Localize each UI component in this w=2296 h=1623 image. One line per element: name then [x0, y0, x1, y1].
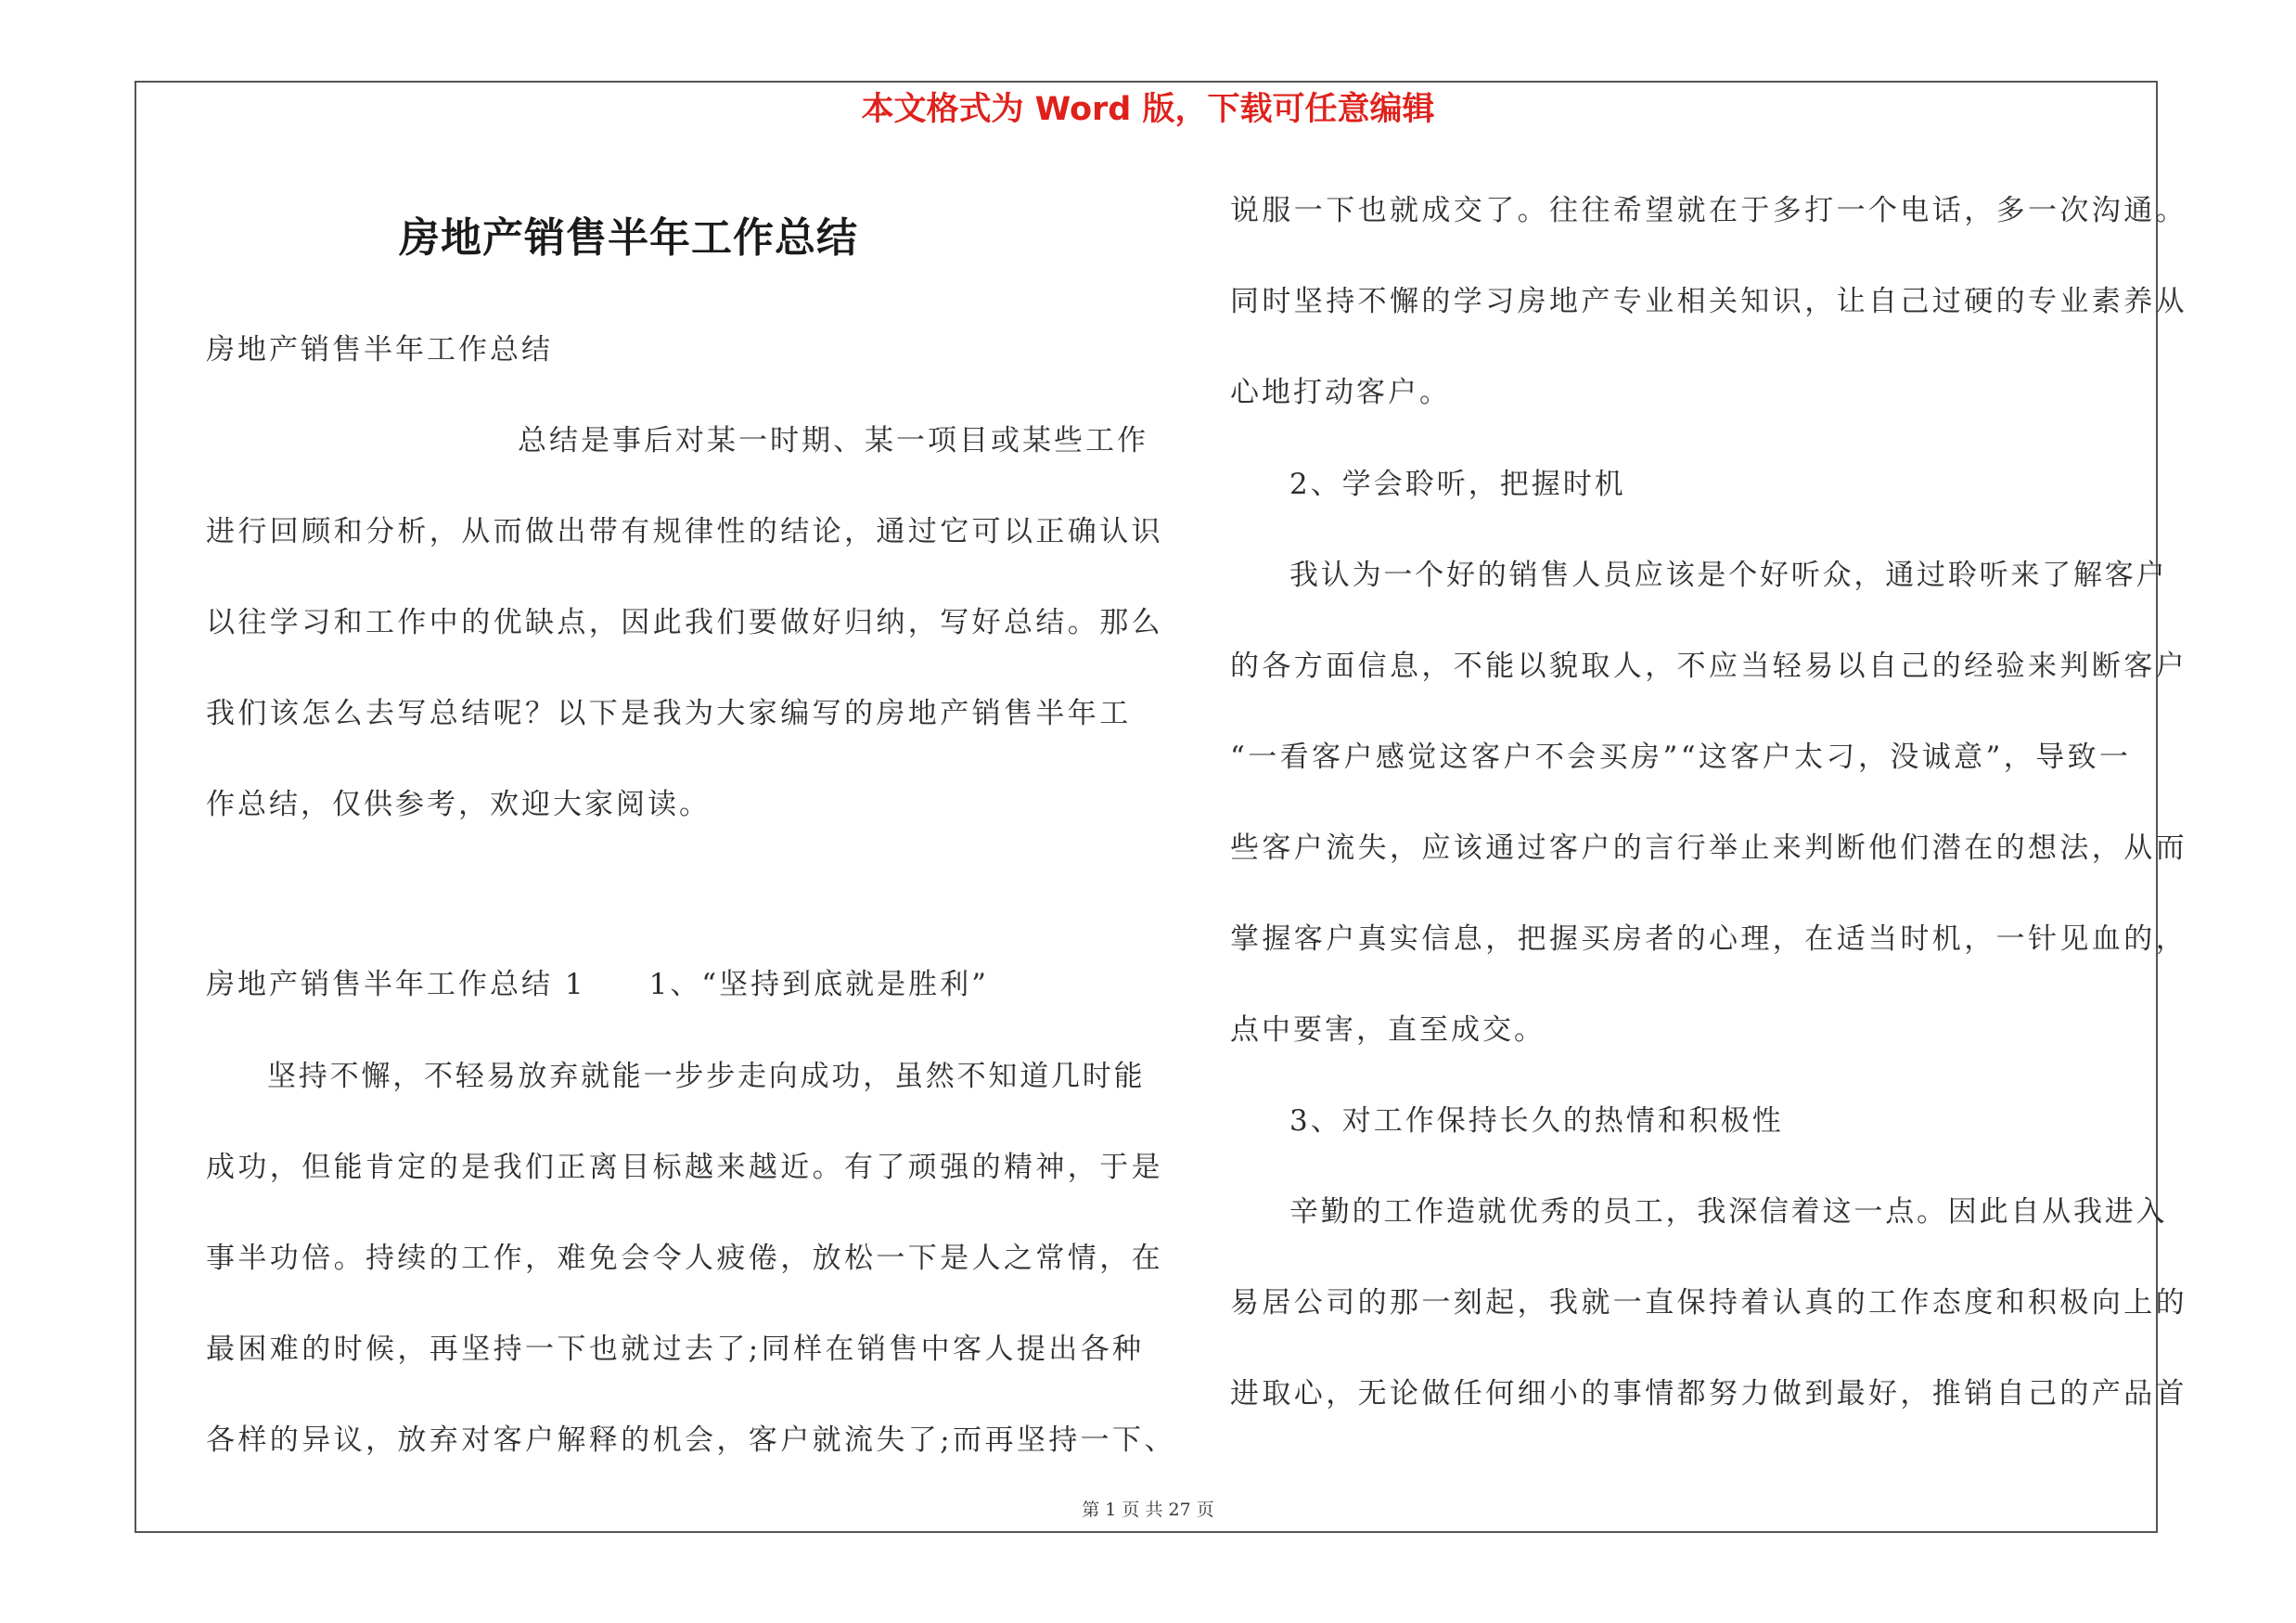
document-title: 房地产销售半年工作总结: [399, 214, 858, 262]
paragraph-line: 各样的异议，放弃对客户解释的机会，客户就流失了;而再坚持一下、: [206, 1423, 1176, 1457]
paragraph-line: 房地产销售半年工作总结: [206, 333, 553, 367]
paragraph-line: 作总结，仅供参考，欢迎大家阅读。: [206, 788, 711, 821]
paragraph-line: 点中要害，直至成交。: [1230, 1013, 1546, 1047]
section-heading: 2、学会聆听，把握时机: [1289, 468, 1626, 501]
paragraph-line: 易居公司的那一刻起，我就一直保持着认真的工作态度和积极向上的: [1230, 1286, 2187, 1320]
paragraph-line: 的各方面信息，不能以貌取人，不应当轻易以自己的经验来判断客户: [1230, 650, 2187, 683]
paragraph-line: 掌握客户真实信息，把握买房者的心理，在适当时机，一针见血的，: [1230, 922, 2187, 956]
paragraph-line: 事半功倍。持续的工作，难免会令人疲倦，放松一下是人之常情，在: [206, 1242, 1163, 1275]
paragraph-line: 进取心，无论做任何细小的事情都努力做到最好，推销自己的产品首: [1230, 1377, 2187, 1410]
paragraph-line: 些客户流失，应该通过客户的言行举止来判断他们潜在的想法，从而: [1230, 831, 2187, 865]
paragraph-line: 说服一下也就成交了。往往希望就在于多打一个电话，多一次沟通。: [1230, 194, 2187, 227]
paragraph-line: 最困难的时候，再坚持一下也就过去了;同样在销售中客人提出各种: [206, 1333, 1145, 1366]
paragraph-line: 总结是事后对某一时期、某一项目或某些工作: [518, 424, 1148, 457]
section-heading: 3、对工作保持长久的热情和积极性: [1289, 1104, 1784, 1138]
paragraph-line: 以往学习和工作中的优缺点，因此我们要做好归纳，写好总结。那么: [206, 606, 1163, 639]
paragraph-line: 同时坚持不懈的学习房地产专业相关知识，让自己过硬的专业素养从: [1230, 285, 2187, 318]
paragraph-line: 坚持不懈，不轻易放弃就能一步步走向成功，虽然不知道几时能: [267, 1060, 1146, 1093]
paragraph-line: 进行回顾和分析，从而做出带有规律性的结论，通过它可以正确认识: [206, 515, 1163, 548]
section-heading: 房地产销售半年工作总结 1 1、“坚持到底就是胜利”: [206, 968, 989, 1001]
paragraph-line: 心地打动客户。: [1230, 376, 1451, 409]
format-notice: 本文格式为 Word 版，下载可任意编辑: [861, 91, 1435, 128]
paragraph-line: 我们该怎么去写总结呢？以下是我为大家编写的房地产销售半年工: [206, 697, 1132, 730]
paragraph-line: 成功，但能肯定的是我们正离目标越来越近。有了顽强的精神，于是: [206, 1151, 1163, 1184]
paragraph-line: “一看客户感觉这客户不会买房”“这客户太刁，没诚意”，导致一: [1230, 741, 2132, 774]
paragraph-line: 我认为一个好的销售人员应该是个好听众，通过聆听来了解客户: [1289, 559, 2168, 592]
page-number-footer: 第 1 页 共 27 页: [1082, 1500, 1214, 1520]
paragraph-line: 辛勤的工作造就优秀的员工，我深信着这一点。因此自从我进入: [1289, 1195, 2168, 1229]
